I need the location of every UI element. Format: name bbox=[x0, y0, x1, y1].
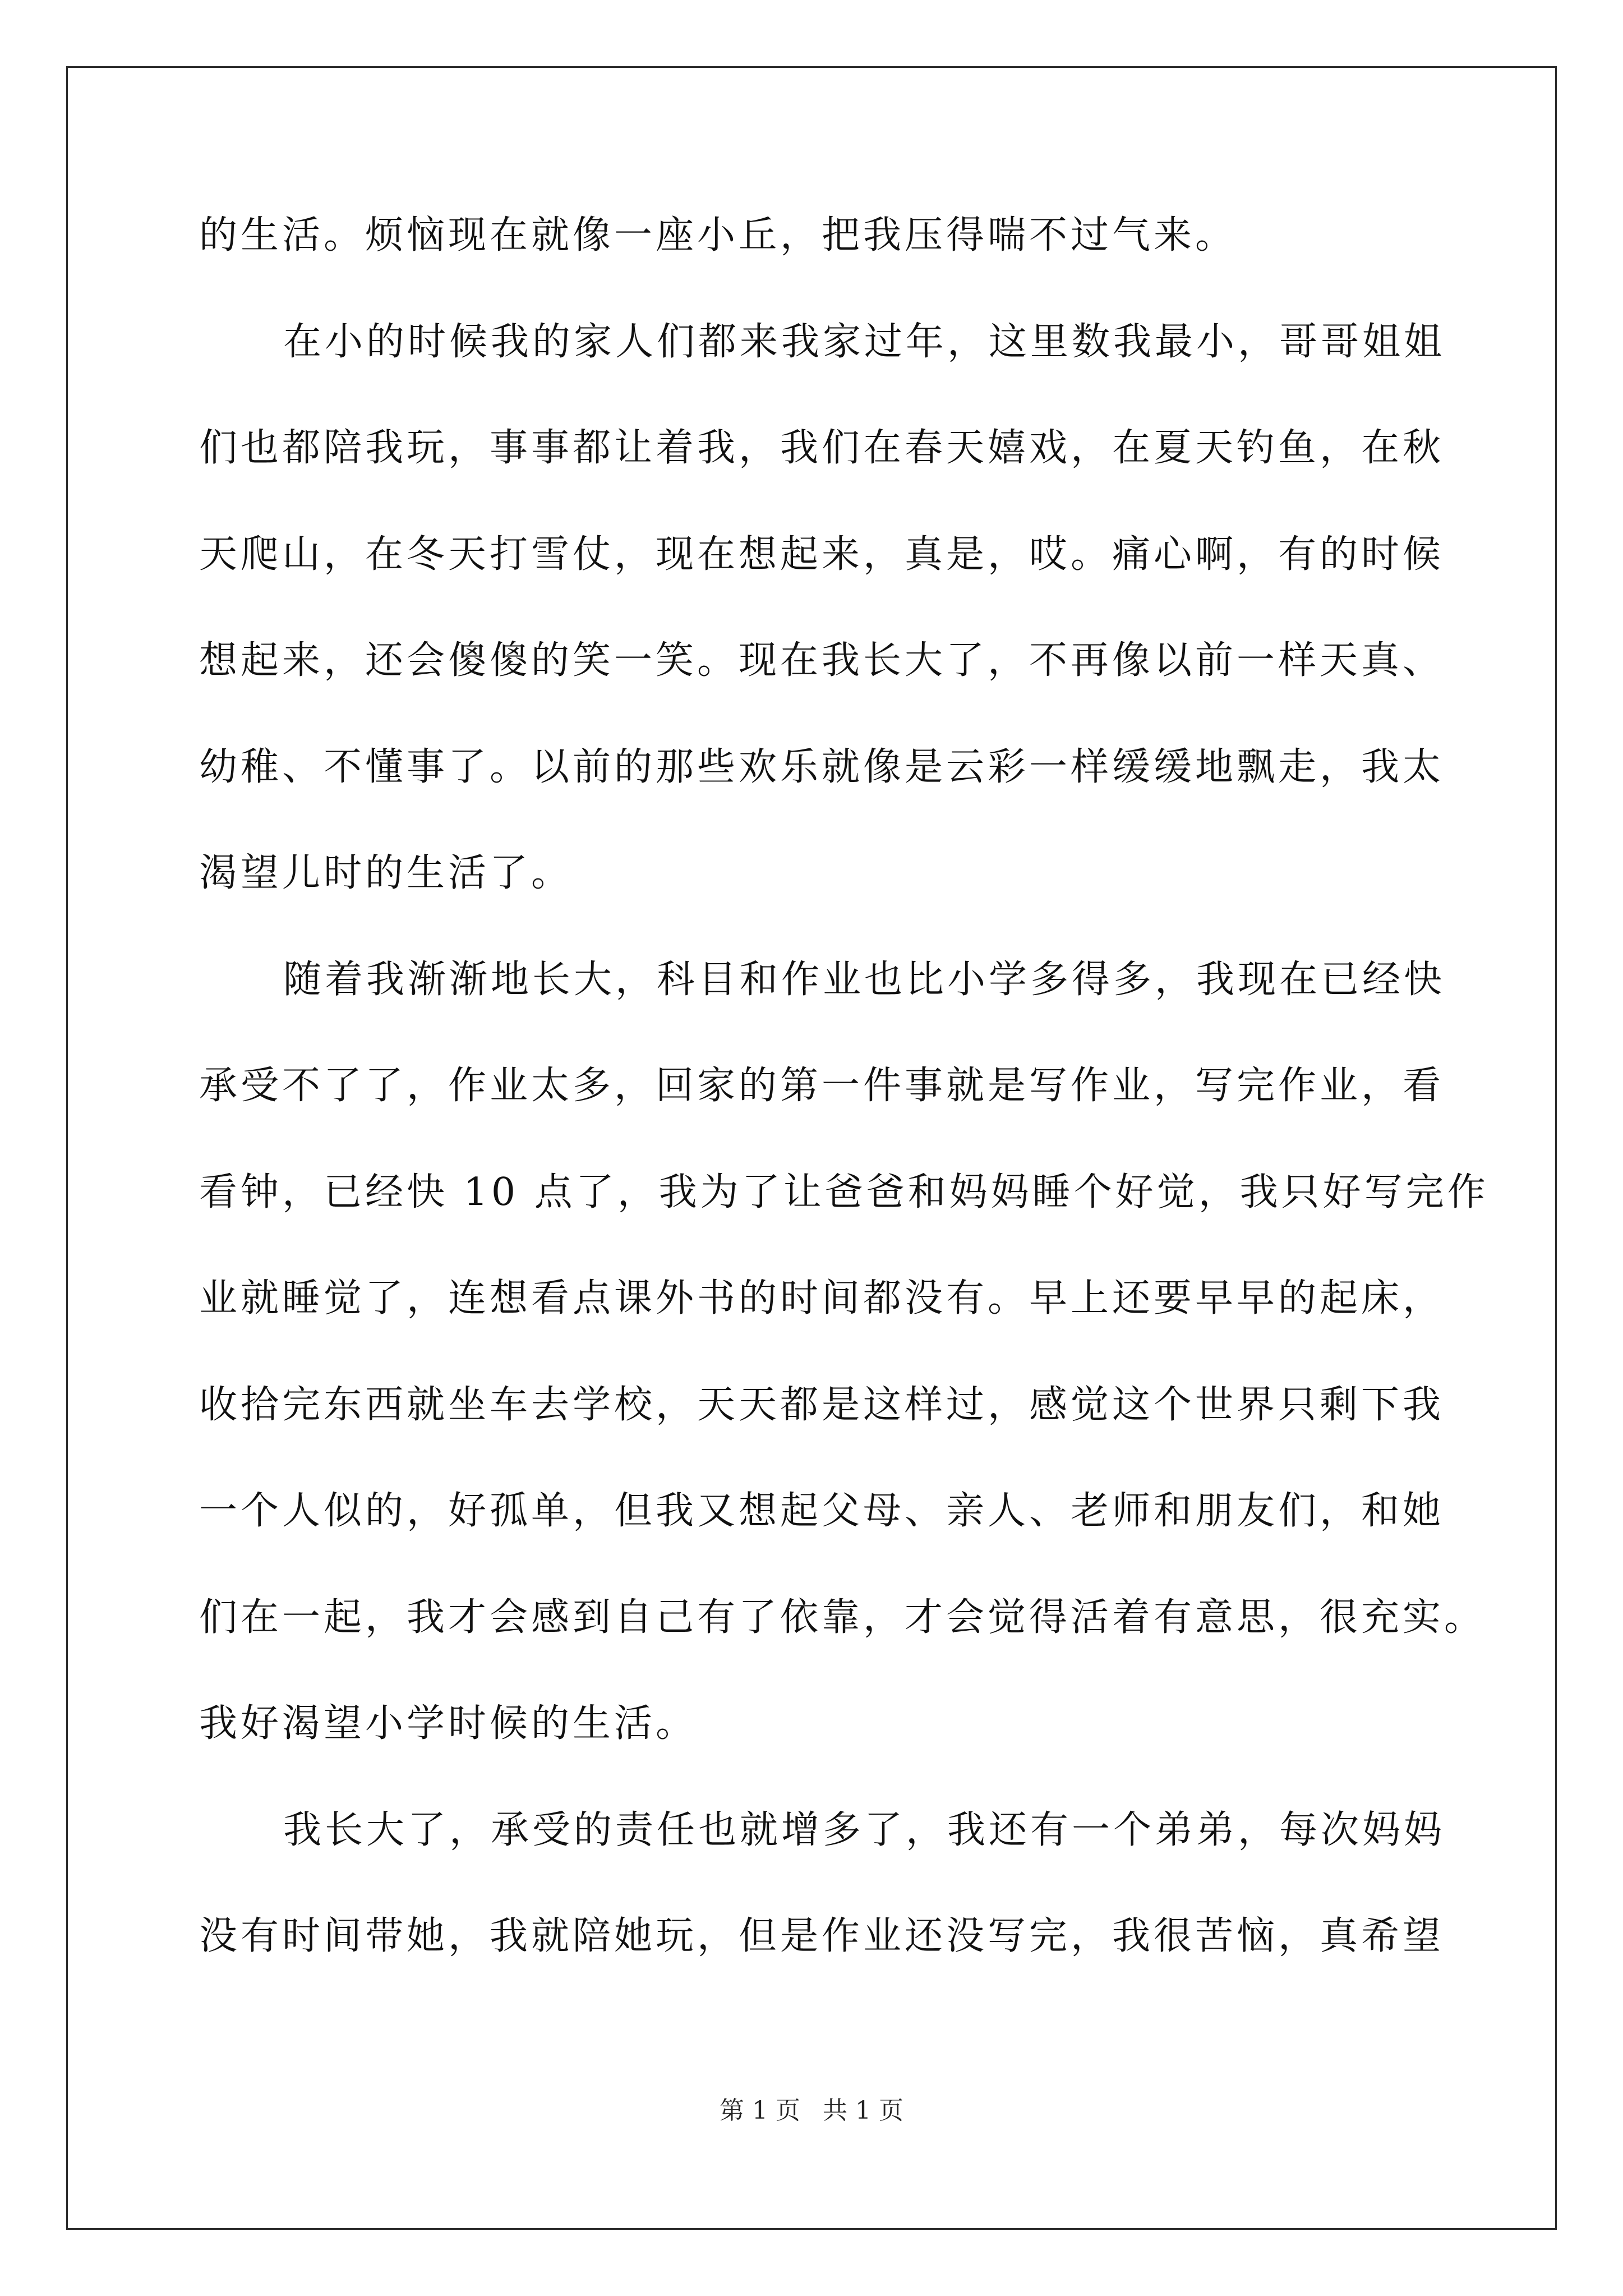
text-line: 想起来，还会傻傻的笑一笑。现在我长大了，不再像以前一样天真、 bbox=[199, 638, 1445, 683]
text-line: 承受不了了，作业太多，回家的第一件事就是写作业，写完作业，看 bbox=[199, 1064, 1445, 1108]
text-line: 天爬山，在冬天打雪仗，现在想起来，真是，哎。痛心啊，有的时候 bbox=[199, 532, 1445, 577]
page-number-total: 共 1 页 bbox=[823, 2096, 903, 2125]
text-line: 渴望儿时的生活了。 bbox=[199, 851, 573, 895]
text-line: 们也都陪我玩，事事都让着我，我们在春天嬉戏，在夏天钓鱼，在秋 bbox=[199, 426, 1445, 470]
document-body bbox=[199, 213, 1489, 2021]
text-line: 没有时间带她，我就陪她玩，但是作业还没写完，我很苦恼，真希望 bbox=[199, 1914, 1445, 1958]
text-line: 幼稚、不懂事了。以前的那些欢乐就像是云彩一样缓缓地飘走，我太 bbox=[199, 744, 1445, 789]
text-line: 们在一起，我才会感到自己有了依靠，才会觉得活着有意思，很充实。 bbox=[199, 1595, 1486, 1640]
text-line: 我好渴望小学时候的生活。 bbox=[199, 1701, 698, 1746]
page-footer bbox=[0, 2095, 1623, 2127]
text-line: 我长大了，承受的责任也就增多了，我还有一个弟弟，每次妈妈 bbox=[283, 1807, 1446, 1852]
text-line: 在小的时候我的家人们都来我家过年，这里数我最小，哥哥姐姐 bbox=[283, 319, 1446, 364]
text-line: 业就睡觉了，连想看点课外书的时间都没有。早上还要早早的起床， bbox=[199, 1276, 1445, 1320]
text-line: 的生活。烦恼现在就像一座小丘，把我压得喘不过气来。 bbox=[199, 213, 1237, 257]
text-line: 一个人似的，好孤单，但我又想起父母、亲人、老师和朋友们，和她 bbox=[199, 1489, 1445, 1533]
page-number-current: 第 1 页 bbox=[720, 2096, 800, 2125]
text-line: 收拾完东西就坐车去学校，天天都是这样过，感觉这个世界只剩下我 bbox=[199, 1382, 1445, 1427]
text-line: 随着我渐渐地长大，科目和作业也比小学多得多，我现在已经快 bbox=[283, 957, 1446, 1002]
text-line: 看钟，已经快 10 点了，我为了让爸爸和妈妈睡个好觉，我只好写完作 bbox=[199, 1170, 1489, 1214]
